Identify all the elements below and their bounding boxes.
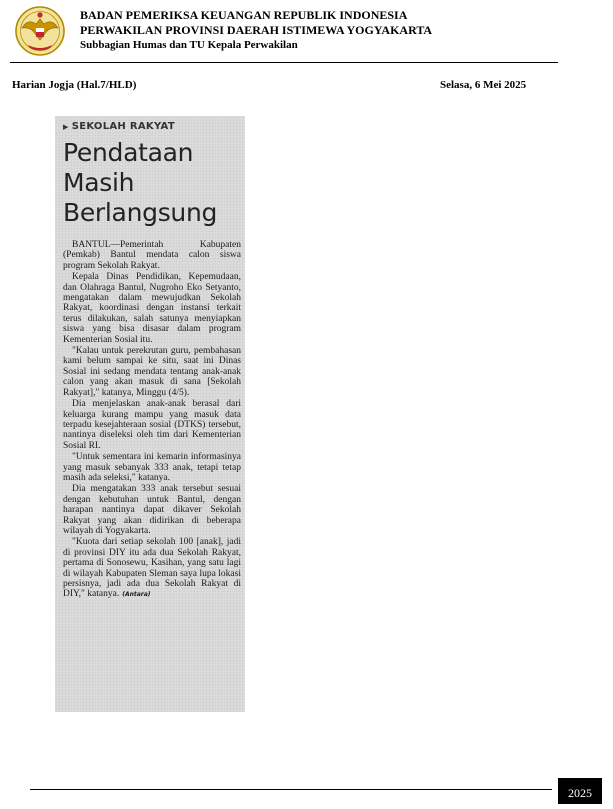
source-label: Harian Jogja (Hal.7/HLD) [12,79,137,91]
clipping-headline [63,138,243,228]
news-clipping [55,116,245,712]
article-paragraph: BANTUL—Pemerintah Kabupaten (Pemkab) Bantul mendata calon siswa program Sekolah Rakyat. [63,240,241,271]
article-paragraph: "Untuk sementara ini kemarin informasinya yang masuk sebanyak 333 anak, tetapi tetap masih ada seleksi," katanya. [63,452,241,483]
office-name: PERWAKILAN PROVINSI DAERAH ISTIMEWA YOGYAKARTA [80,23,433,37]
article-paragraph: Dia menjelaskan anak-anak berasal dari keluarga kurang mampu yang masuk data terpadu kesejahteraan sosial (DTKS) tersebut, nantinya diseleksi oleh tim dari Kementerian Sosial RI. [63,399,241,451]
bpk-logo-icon [14,4,66,58]
headline-line: Pendataan [63,138,194,167]
headline-line: Masih [63,168,135,197]
article-paragraph: Kepala Dinas Pendidikan, Kepemudaan, dan Olahraga Bantul, Nugroho Eko Setyanto, mengatakan dalam mewujudkan Sekolah Rakyat, koordinasi dengan instansi terkait terus dilakukan, salah satunya menyiapkan siswa yang bisa disasar dalam program Kementerian Sosial itu. [63,272,241,345]
article-paragraph: "Kalau untuk perekrutan guru, pembahasan kami belum sampai ke situ, saat ini Dinas Sosial ini sedang mendata tentang anak-anak calon yang akan masuk di sana [Sekolah Rakyat]," katanya, Minggu (4/5). [63,346,241,398]
article-paragraph: Dia mengatakan 333 anak tersebut sesuai dengan kebutuhan untuk Bantul, dengan harapan nantinya dapat dikaver Sekolah Rakyat yang akan didirikan di beberapa wilayah di Yogyakarta. [63,484,241,536]
date-label: Selasa, 6 Mei 2025 [440,79,527,91]
headline-line: Berlangsung [63,198,218,227]
header-titles [80,8,432,53]
triangle-bullet-icon: ▶ [63,123,69,131]
year-badge: 2025 [558,778,602,804]
kicker-text: SEKOLAH RAKYAT [71,121,175,132]
article-body [63,240,241,602]
header-divider [10,62,558,63]
clipping-kicker [63,121,175,132]
footer-divider [30,789,552,790]
article-credit: (Antara) [122,591,151,599]
article-paragraph-last [63,537,241,600]
institution-name: BADAN PEMERIKSA KEUANGAN REPUBLIK INDONESIA [80,8,408,22]
article-paragraph-text: "Kuota dari setiap sekolah 100 [anak], jadi di provinsi DIY itu ada dua Sekolah Rakyat, pertama di Sonosewu, Kasihan, yang satu lagi di wilayah Kabupaten Sleman saya lupa lokasi persisnya, jadi ada dua Sekolah Rakyat di DIY," katanya. [63,537,241,600]
subdivision-name: Subbagian Humas dan TU Kepala Perwakilan [80,39,298,51]
